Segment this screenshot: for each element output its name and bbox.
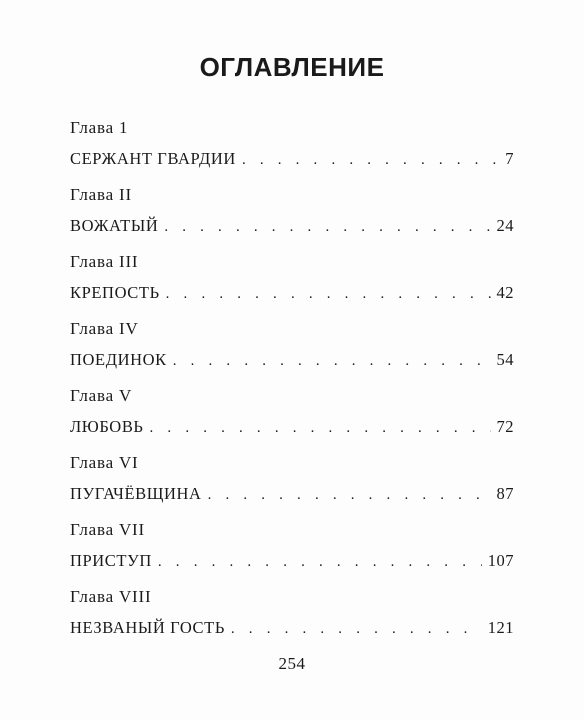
chapter-title: ПРИСТУП bbox=[70, 551, 152, 570]
chapter-title: КРЕПОСТЬ bbox=[70, 283, 160, 302]
page-number: 72 bbox=[496, 417, 514, 436]
chapter-line bbox=[70, 148, 514, 171]
toc-entry bbox=[70, 385, 514, 452]
chapter-line bbox=[70, 550, 514, 573]
page-number: 121 bbox=[487, 618, 514, 637]
toc-entry bbox=[70, 117, 514, 184]
toc-entry bbox=[70, 452, 514, 519]
chapter-number: Глава III bbox=[70, 252, 139, 271]
page-number: 107 bbox=[487, 551, 514, 570]
dot-leader bbox=[164, 216, 490, 238]
dot-leader bbox=[231, 618, 482, 640]
chapter-title: ПОЕДИНОК bbox=[70, 350, 167, 369]
chapter-line bbox=[70, 282, 514, 305]
chapter-title: ВОЖАТЫЙ bbox=[70, 216, 159, 235]
toc-entry bbox=[70, 586, 514, 653]
dot-leader bbox=[166, 283, 491, 305]
chapter-line bbox=[70, 416, 514, 439]
page-number: 87 bbox=[496, 484, 514, 503]
chapter-title: ПУГАЧЁВЩИНА bbox=[70, 484, 202, 503]
page-number: 7 bbox=[505, 149, 514, 168]
page-number: 24 bbox=[496, 216, 514, 235]
table-of-contents bbox=[70, 117, 514, 653]
chapter-title: НЕЗВАНЫЙ ГОСТЬ bbox=[70, 618, 225, 637]
chapter-number: Глава 1 bbox=[70, 118, 129, 137]
page-title: ОГЛАВЛЕНИЕ bbox=[199, 52, 385, 82]
toc-entry bbox=[70, 251, 514, 318]
chapter-number: Глава IV bbox=[70, 319, 139, 338]
dot-leader bbox=[173, 350, 491, 372]
dot-leader bbox=[150, 417, 491, 439]
chapter-line bbox=[70, 349, 514, 372]
page-number: 54 bbox=[496, 350, 514, 369]
page-folio: 254 bbox=[278, 654, 306, 673]
chapter-title: СЕРЖАНТ ГВАРДИИ bbox=[70, 149, 236, 168]
dot-leader bbox=[208, 484, 491, 506]
toc-entry bbox=[70, 519, 514, 586]
toc-entry bbox=[70, 318, 514, 385]
dot-leader bbox=[158, 551, 482, 573]
page-number: 42 bbox=[496, 283, 514, 302]
toc-entry bbox=[70, 184, 514, 251]
chapter-line bbox=[70, 215, 514, 238]
chapter-number: Глава V bbox=[70, 386, 133, 405]
dot-leader bbox=[242, 149, 499, 171]
chapter-number: Глава II bbox=[70, 185, 132, 204]
chapter-number: Глава VIII bbox=[70, 587, 152, 606]
chapter-line bbox=[70, 617, 514, 640]
chapter-number: Глава VI bbox=[70, 453, 139, 472]
chapter-title: ЛЮБОВЬ bbox=[70, 417, 144, 436]
chapter-number: Глава VII bbox=[70, 520, 145, 539]
chapter-line bbox=[70, 483, 514, 506]
